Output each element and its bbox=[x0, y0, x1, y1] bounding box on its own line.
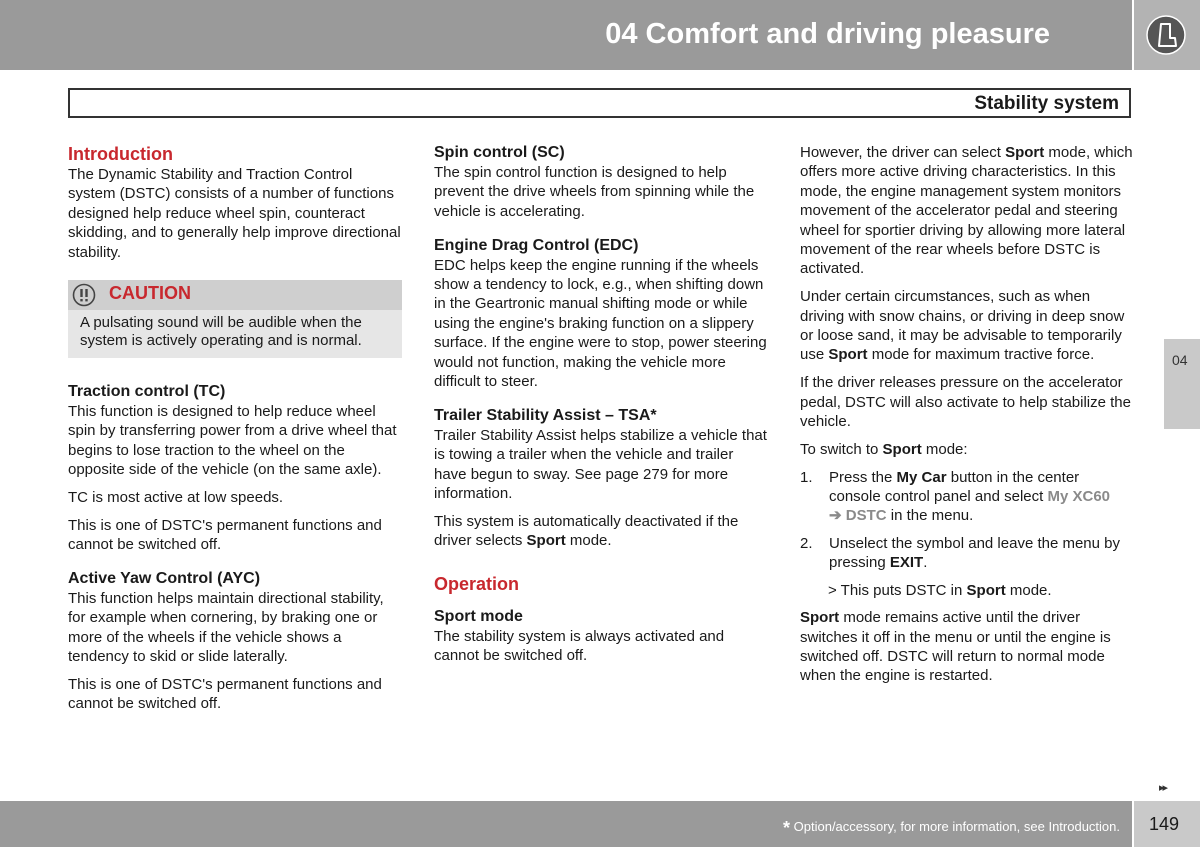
tc-text-2: TC is most active at low speeds. bbox=[68, 489, 284, 507]
chapter-tab-label: 04 bbox=[1172, 352, 1188, 368]
caution-box bbox=[68, 280, 402, 358]
sport-intro-text: However, the driver can select Sport mode, which offers more active driving characteristics. In this mode, the engine management system monitors movement of the accelerator pedal and steering wheel for sportier driving by allowing more lateral movement of the rear wheels before DSTC is activated. bbox=[800, 144, 1133, 278]
tc-heading: Traction control (TC) bbox=[68, 383, 226, 401]
intro-text: The Dynamic Stability and Traction Control system (DSTC) consists of a number of functions designed help reduce wheel spin, counteract skidding, and to generally help improve directional stability. bbox=[68, 166, 401, 261]
caution-header bbox=[68, 280, 402, 310]
ayc-text-1: This function helps maintain directional stability, for example when cornering, by braking one or more of the wheels if the vehicle shows a tendency to skid or slide laterally. bbox=[68, 590, 384, 666]
step-result: > This puts DSTC in Sport mode. bbox=[828, 581, 1052, 599]
caution-label: CAUTION bbox=[109, 283, 191, 304]
seat-icon bbox=[1145, 14, 1187, 56]
intro-heading: Introduction bbox=[68, 144, 173, 164]
edc-heading: Engine Drag Control (EDC) bbox=[434, 236, 639, 254]
sport-circumstances-text: Under certain circumstances, such as when driving with snow chains, or driving in deep snow or loose sand, it may be advisable to temporarily use Sport mode for maximum tractive force. bbox=[800, 288, 1125, 364]
section-title: Stability system bbox=[974, 93, 1119, 114]
tsa-text-2: This system is automatically deactivated if the driver selects Sport mode. bbox=[434, 512, 739, 550]
sc-text: The spin control function is designed to help prevent the drive wheels from spinning while the vehicle is accelerating. bbox=[434, 164, 755, 220]
menu-path-dstc: DSTC bbox=[845, 507, 887, 525]
switch-intro: To switch to Sport mode: bbox=[800, 440, 968, 458]
caution-icon bbox=[72, 283, 96, 307]
chapter-side-tab bbox=[1164, 339, 1200, 429]
chapter-title: 04 Comfort and driving pleasure bbox=[605, 18, 1050, 50]
column-3 bbox=[800, 143, 1134, 694]
tsa-text-1: Trailer Stability Assist helps stabilize a vehicle that is towing a trailer when the vehicle and trailer have begun to sway. See page 279 for more information. bbox=[434, 426, 767, 503]
edc-text: EDC helps keep the engine running if the wheels show a tendency to lock, e.g., when shifting down in the Geartronic manual shifting mode or while using the engine's braking function on a slippery surface. If the engine were to stop, power steering would not function, making the vehicle more difficult to steer. bbox=[434, 256, 767, 391]
tsa-heading: Trailer Stability Assist – TSA* bbox=[434, 406, 657, 424]
page-number-box bbox=[1134, 801, 1200, 847]
operation-heading: Operation bbox=[434, 574, 520, 595]
caution-text: A pulsating sound will be audible when the system is actively operating and is normal. bbox=[80, 314, 362, 350]
footer-bar bbox=[0, 801, 1132, 847]
accelerator-text: If the driver releases pressure on the accelerator pedal, DSTC will also activate to help stabilize the vehicle. bbox=[800, 374, 1131, 431]
ayc-text-2: This is one of DSTC's permanent functions and cannot be switched off. bbox=[68, 676, 382, 713]
sport-mode-heading: Sport mode bbox=[434, 608, 523, 626]
step-2: 2. Unselect the symbol and leave the menu by pressing EXIT. bbox=[800, 534, 1120, 572]
page-number: 149 bbox=[1149, 814, 1180, 834]
sport-remains-text: Sport mode remains active until the driver switches it off in the menu or until the engine is switched off. DSTC will return to normal mode when the engine is restarted. bbox=[800, 609, 1111, 685]
tc-text-3: This is one of DSTC's permanent functions and cannot be switched off. bbox=[68, 516, 382, 554]
footnote: * Option/accessory, for more information, see Introduction. bbox=[783, 818, 1120, 838]
menu-path-my-xc60: My XC60 bbox=[1047, 488, 1111, 506]
column-1 bbox=[68, 143, 402, 722]
header-bar bbox=[0, 0, 1132, 70]
next-page-arrows: ▸▸ bbox=[1159, 782, 1167, 794]
step-1: 1. Press the My Car button in the center console control panel and select My XC60 ➔ DSTC in the menu. bbox=[800, 468, 1111, 525]
sc-heading: Spin control (SC) bbox=[434, 144, 565, 161]
column-2 bbox=[434, 143, 768, 674]
arrow-right-icon: ➔ bbox=[829, 507, 842, 525]
section-header-box bbox=[68, 88, 1131, 118]
chapter-icon-box bbox=[1134, 0, 1200, 70]
tc-text-1: This function is designed to help reduce wheel spin by transferring power from a drive wheel that begins to lose traction to the wheel on the opposite side of the vehicle (on the same axle). bbox=[68, 403, 397, 479]
ayc-heading: Active Yaw Control (AYC) bbox=[68, 570, 261, 588]
sport-mode-text: The stability system is always activated and cannot be switched off. bbox=[434, 628, 725, 665]
